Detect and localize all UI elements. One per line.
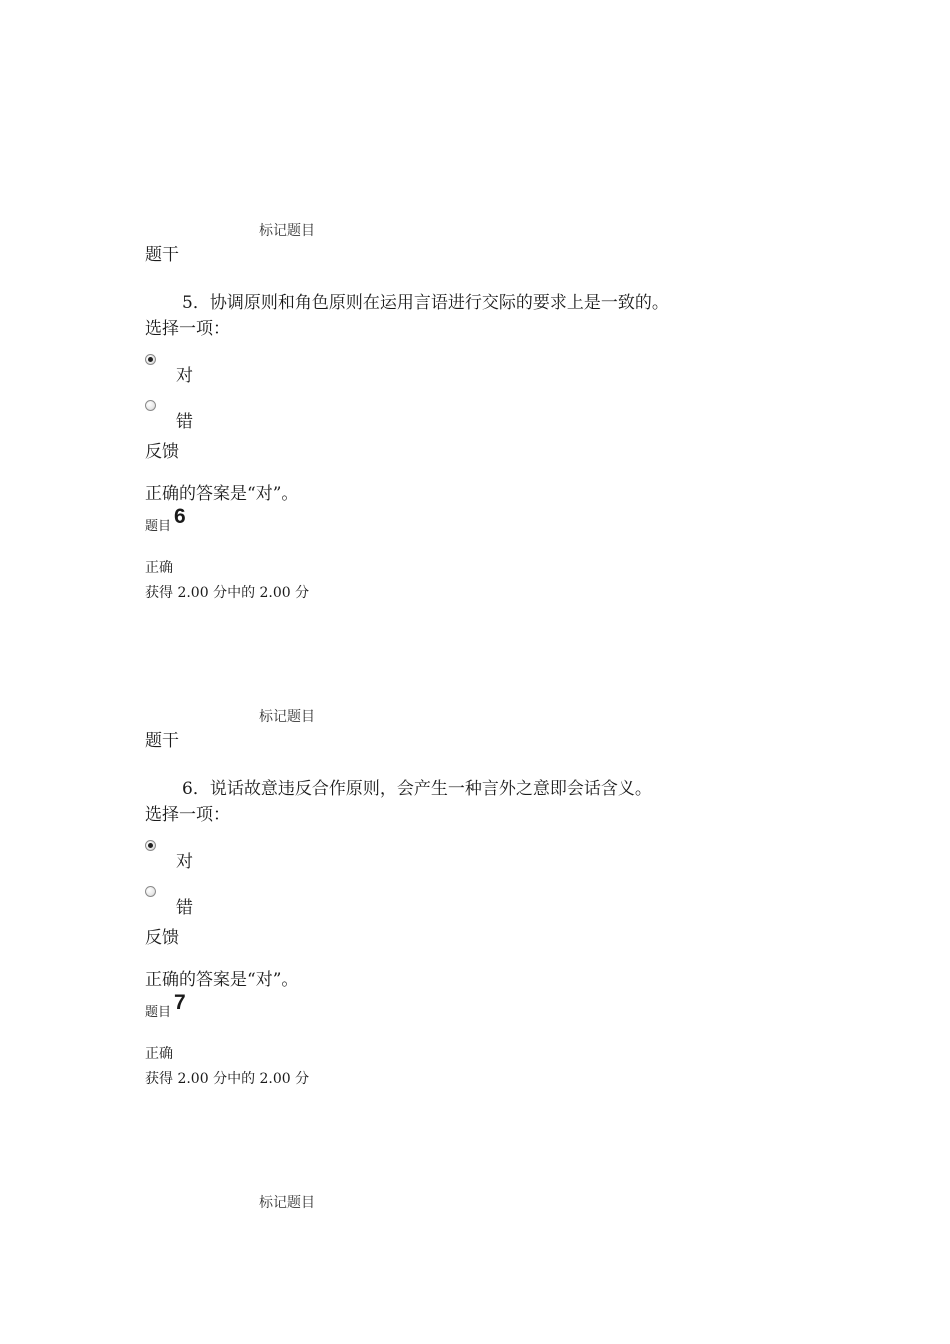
question-text: 5．协调原则和角色原则在运用言语进行交际的要求上是一致的。 bbox=[182, 293, 669, 313]
option-false[interactable] bbox=[145, 886, 193, 918]
correct-answer-text: 正确的答案是“对”。 bbox=[145, 970, 299, 990]
option-true[interactable] bbox=[145, 354, 193, 386]
option-label: 错 bbox=[176, 412, 193, 432]
question-label: 题目 bbox=[145, 1005, 172, 1020]
feedback-label: 反馈 bbox=[145, 928, 179, 948]
correct-answer-text: 正确的答案是“对”。 bbox=[145, 484, 299, 504]
status-text: 正确 bbox=[145, 1046, 173, 1062]
question-header bbox=[145, 991, 186, 1022]
radio-selected-icon[interactable] bbox=[145, 354, 156, 365]
stem-label: 题干 bbox=[145, 731, 179, 751]
flag-question-link[interactable]: 标记题目 bbox=[259, 1195, 315, 1211]
choose-one-label: 选择一项： bbox=[145, 319, 230, 339]
radio-selected-icon[interactable] bbox=[145, 840, 156, 851]
question-number: 7 bbox=[174, 991, 186, 1014]
question-text: 6．说话故意违反合作原则，会产生一种言外之意即会话含义。 bbox=[182, 779, 652, 799]
radio-unselected-icon[interactable] bbox=[145, 400, 156, 411]
stem-label: 题干 bbox=[145, 245, 179, 265]
option-true[interactable] bbox=[145, 840, 193, 872]
option-label: 对 bbox=[176, 852, 193, 872]
question-label: 题目 bbox=[145, 519, 172, 534]
flag-question-link[interactable]: 标记题目 bbox=[259, 709, 315, 725]
flag-question-link[interactable]: 标记题目 bbox=[259, 223, 315, 239]
question-number: 6 bbox=[174, 505, 186, 528]
option-false[interactable] bbox=[145, 400, 193, 432]
radio-unselected-icon[interactable] bbox=[145, 886, 156, 897]
score-text: 获得 2.00 分中的 2.00 分 bbox=[145, 1071, 310, 1087]
option-label: 错 bbox=[176, 898, 193, 918]
choose-one-label: 选择一项： bbox=[145, 805, 230, 825]
option-label: 对 bbox=[176, 366, 193, 386]
score-text: 获得 2.00 分中的 2.00 分 bbox=[145, 585, 310, 601]
feedback-label: 反馈 bbox=[145, 442, 179, 462]
question-header bbox=[145, 505, 186, 536]
status-text: 正确 bbox=[145, 560, 173, 576]
